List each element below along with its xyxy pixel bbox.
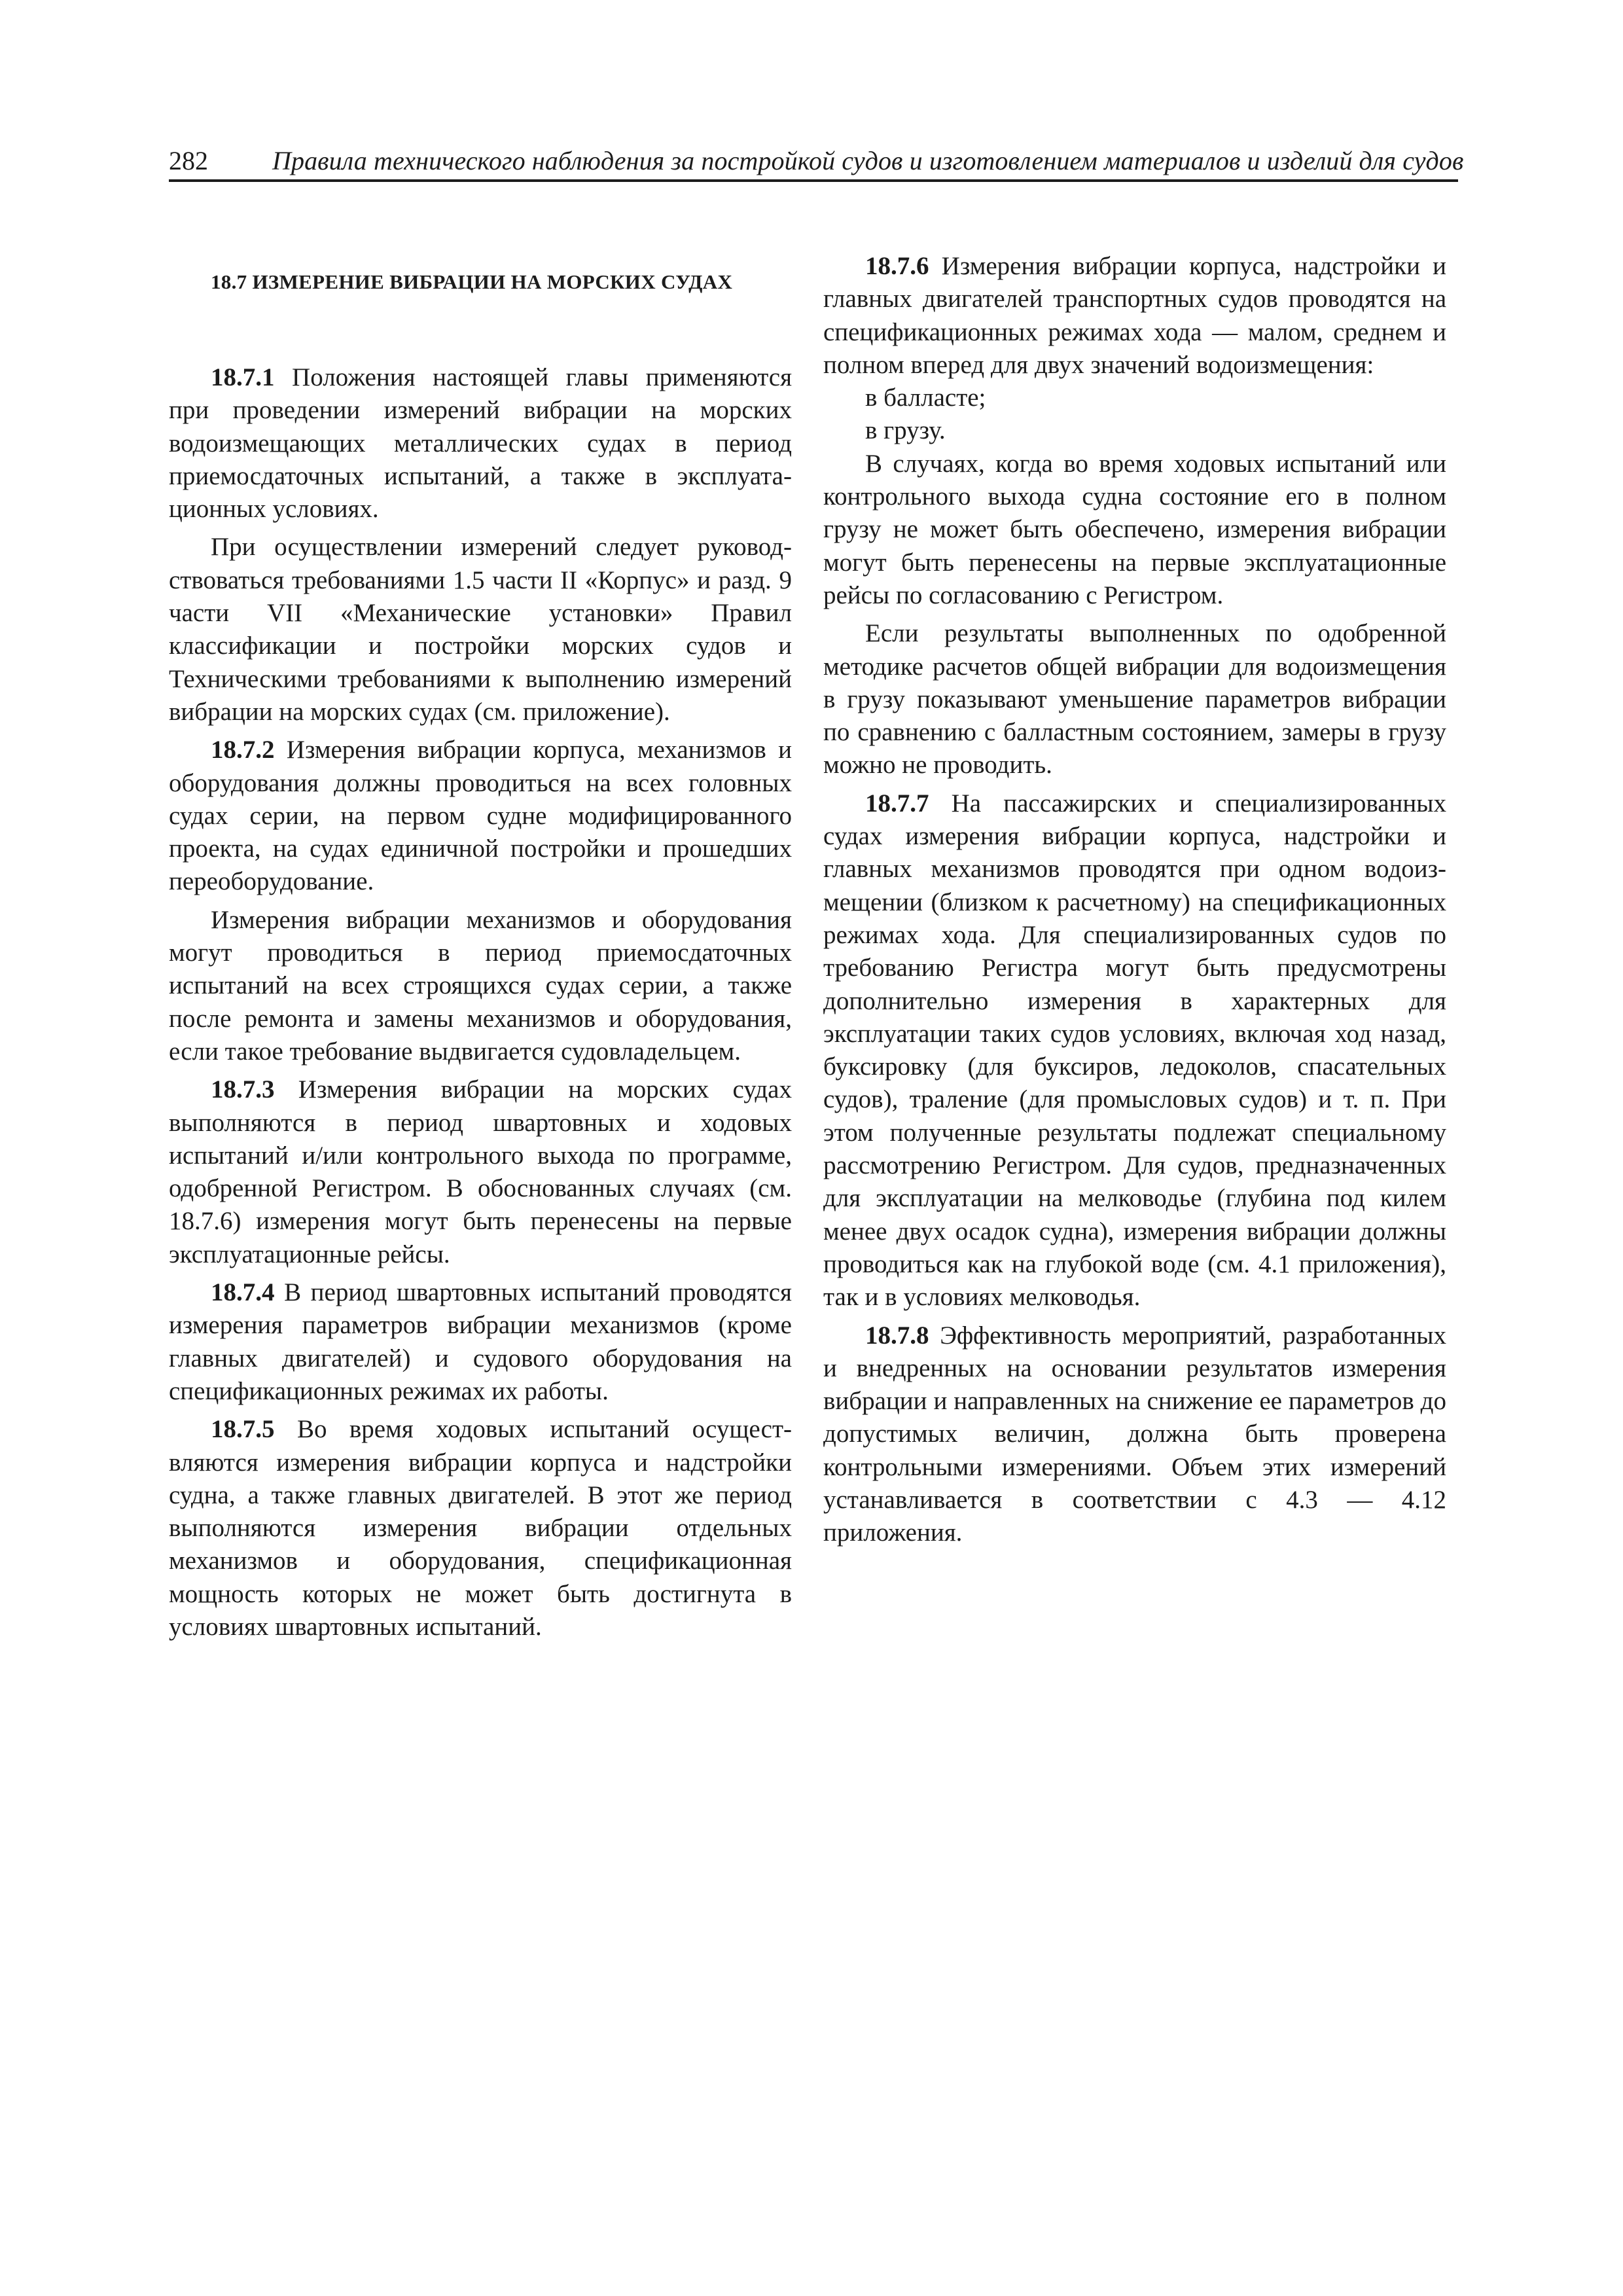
paragraph-text: При осуществлении измерений следует руководствоваться требованиями 1.5 части II «Корпус» и разд. 9 части VII «Механические установки» Правил классификации и постройки морских судов и Техническими требованиями к выполнению измерений вибрации на морских судах (см. приложение). (169, 533, 792, 726)
clause-number: 18.7.2 (211, 736, 275, 764)
paragraph-text: Во время ходовых испытаний осуществляются измерения вибрации корпуса и надстройки судна, а также главных двигателей. В этот же период выполняются измерения вибрации отдельных механизмов и оборудования, спецификационная мощность которых не может быть достигнута в условиях швартовных испытаний. (169, 1415, 793, 1641)
running-title: Правила технического наблюдения за постройкой судов и изготовлением материалов и изделий для судов (272, 146, 1464, 175)
paragraph-18-7-4 (169, 1276, 792, 1408)
clause-number: 18.7.6 (865, 252, 929, 280)
paragraph-text: Измерения вибрации корпуса, надстройки и главных двигателей транспортных судов проводятся на спецификационных режимах хода — малом, среднем и полном вперед для двух значений водоизмещения: (823, 252, 1446, 379)
paragraph-18-7-7 (823, 787, 1446, 1314)
list-item: в балласте; (865, 384, 986, 412)
clause-number: 18.7.1 (211, 363, 275, 391)
list-item: в грузу. (865, 416, 946, 445)
page-number: 282 (169, 146, 208, 175)
paragraph-18-7-5 (169, 1413, 792, 1643)
paragraph-18-7-8 (823, 1319, 1446, 1550)
paragraph-18-7-6-cont2 (823, 617, 1446, 781)
paragraph-18-7-1-cont (169, 531, 792, 728)
header-rule (169, 179, 1458, 182)
paragraph-18-7-2-cont (169, 904, 792, 1068)
paragraph-18-7-6-cont (823, 448, 1446, 612)
clause-number: 18.7.3 (211, 1075, 275, 1104)
paragraph-18-7-1 (169, 361, 792, 526)
paragraph-18-7-6 (823, 250, 1446, 382)
paragraph-18-7-2 (169, 734, 792, 898)
paragraph-text: Положения настоящей главы применяются при проведении измерений вибрации на морских водоизмещающих металлических судах в период приемосдаточных испытаний, а также в эксплуатационных условиях. (169, 363, 793, 524)
clause-number: 18.7.7 (865, 789, 929, 817)
paragraph-18-7-3 (169, 1073, 792, 1271)
right-column (823, 250, 1446, 1550)
clause-number: 18.7.8 (865, 1321, 929, 1350)
paragraph-text: Эффективность мероприятий, разработанных и внедренных на основании результатов измерения вибрации и направленных на снижение ее параметров до допустимых величин, должна быть проверена контрольными измерениями. Объем этих измерений устанавливается в соответствии с 4.3 — 4.12 приложения. (823, 1321, 1446, 1547)
paragraph-text: Измерения вибрации механизмов и оборудования могут проводиться в период приемосдаточных испытаний на всех строящихся судах серии, а также после ремонта и замены механизмов и оборудования, если такое требование выдвигается судовладельцем. (169, 905, 792, 1066)
clause-number: 18.7.4 (211, 1278, 275, 1307)
paragraph-text: Измерения вибрации корпуса, механизмов и оборудования должны проводиться на всех головных судах серии, на первом судне модифицированного проекта, на судах единичной постройки и прошедших переоборудование. (169, 736, 793, 896)
paragraph-text: Измерения вибрации на морских судах выполняются в период швартовных и ходовых испытаний и/или контрольного выхода по программе, одобренной Регистром. В обоснованных случаях (см. 18.7.6) измерения могут быть перенесены на первые эксплуатационные рейсы. (169, 1075, 792, 1268)
paragraph-text: Если результаты выполненных по одобренной методике расчетов общей вибрации для водоизмещения в грузу показывают уменьшение параметров вибрации по сравнению с балластным состоянием, замеры в грузу можно не проводить. (823, 619, 1446, 780)
paragraph-text: На пассажирских и специализированных судах измерения вибрации корпуса, надстройки и главных механизмов проводятся при одном водоизмещении (близком к расчетному) на спецификационных режимах хода. Для специализированных судов по требованию Регистра могут быть предусмотрены дополнительно измерения в характерных для эксплуатации таких судов условиях, включая ход назад, буксировку (для буксиров, ледоколов, спасательных судов), траление (для промысловых судов) и т. п. При этом полученные результаты подлежат специальному рассмотрению Регистром. Для судов, предназначенных для эксплуатации на мелководье (глубина под килем менее двух осадок судна), измерения вибрации должны проводиться как на глубокой воде (см. 4.1 приложения), так и в условиях мелководья. (823, 789, 1447, 1312)
left-column (169, 252, 792, 1643)
page-header (169, 143, 1464, 179)
paragraph-text: В случаях, когда во время ходовых испытаний или контрольного выхода судна состояние его в полном грузу не может быть обеспечено, измерения вибрации могут быть перенесены на первые эксплуатационные рейсы по согласованию с Регистром. (823, 449, 1446, 609)
section-heading: 18.7 ИЗМЕРЕНИЕ ВИБРАЦИИ НА МОРСКИХ СУДАХ (211, 270, 733, 293)
paragraph-text: В период швартовных испытаний проводятся измерения параметров вибрации механизмов (кроме главных двигателей) и судового оборудования на спецификационных режимах их работы. (169, 1278, 792, 1405)
clause-number: 18.7.5 (211, 1415, 275, 1444)
